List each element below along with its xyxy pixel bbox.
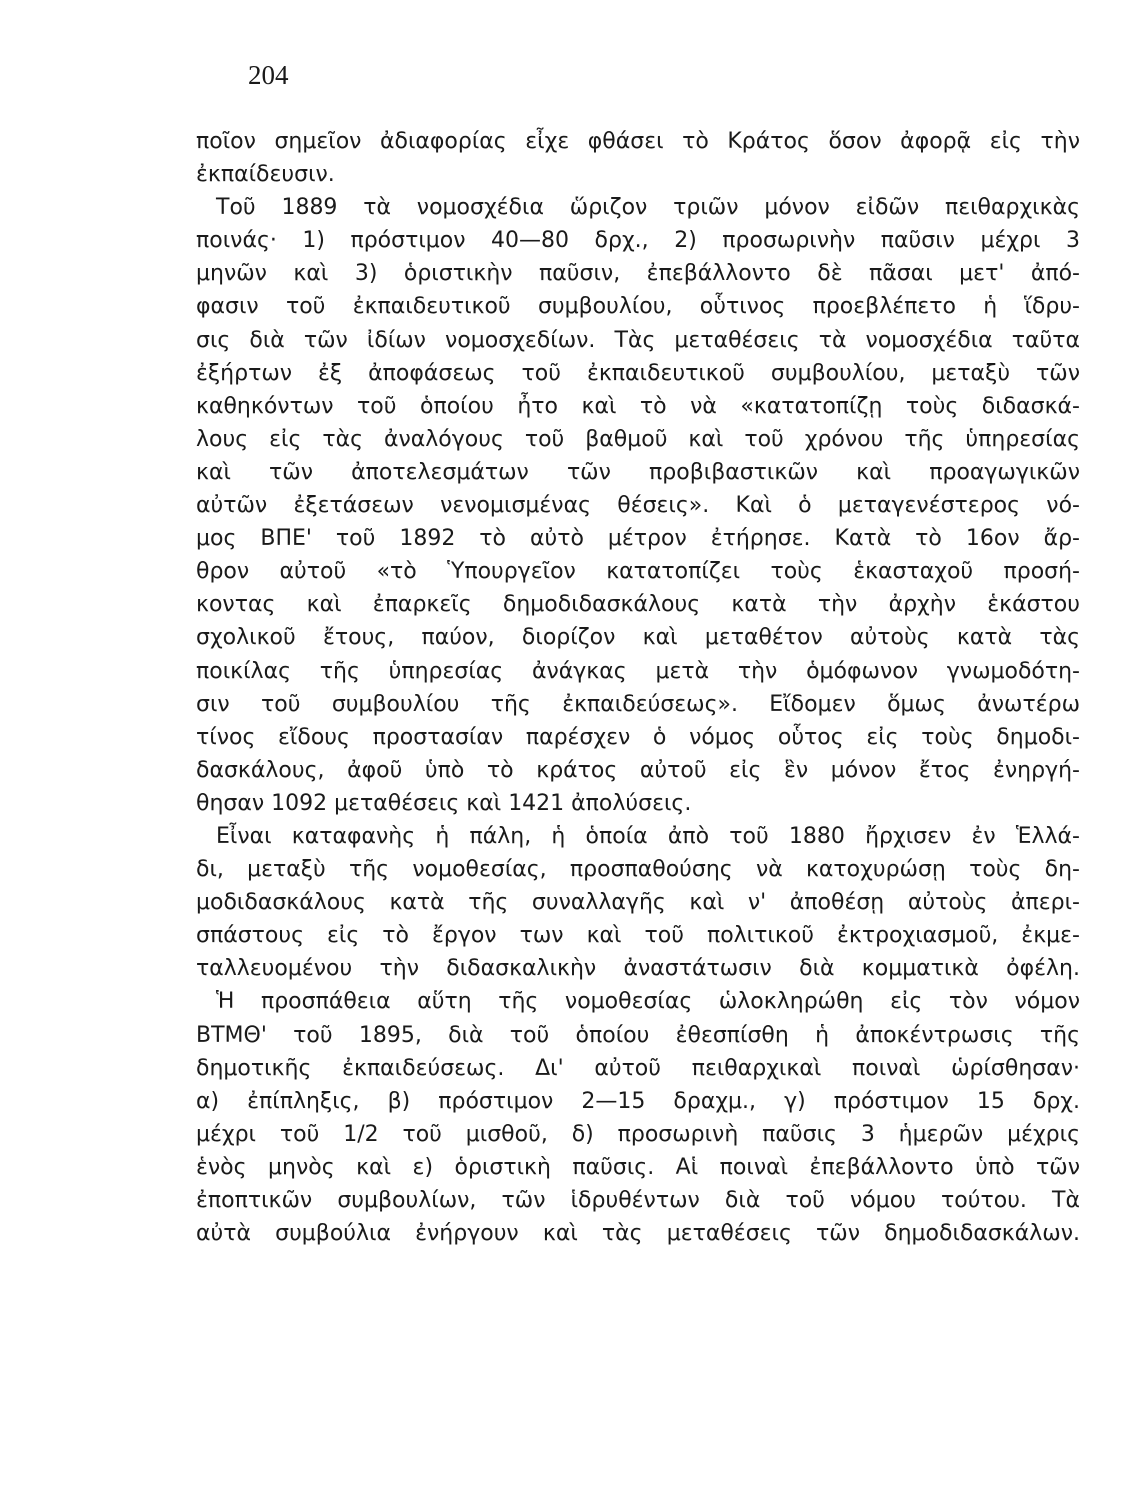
text-line: μέχρι τοῦ 1/2 τοῦ μισθοῦ, δ) προσωρινὴ παῦσις 3 ἡμερῶν μέχρις bbox=[196, 1121, 1080, 1147]
text-line: φασιν τοῦ ἐκπαιδευτικοῦ συμβουλίου, οὗτινος προεβλέπετο ἡ ἵδρυ- bbox=[196, 294, 1080, 320]
text-line: ποινάς· 1) πρόστιμον 40—80 δρχ., 2) προσωρινὴν παῦσιν μέχρι 3 bbox=[196, 228, 1080, 254]
body-text bbox=[196, 125, 1080, 1250]
text-line: σιν τοῦ συμβουλίου τῆς ἐκπαιδεύσεως». Εἴδομεν ὅμως ἀνωτέρω bbox=[196, 691, 1080, 717]
text-line: α) ἐπίπληξις, β) πρόστιμον 2—15 δραχμ., γ) πρόστιμον 15 δρχ. bbox=[196, 1088, 1080, 1114]
text-line: κοντας καὶ ἐπαρκεῖς δημοδιδασκάλους κατὰ τὴν ἀρχὴν ἑκάστου bbox=[196, 592, 1080, 618]
text-line: λους εἰς τὰς ἀναλόγους τοῦ βαθμοῦ καὶ τοῦ χρόνου τῆς ὑπηρεσίας bbox=[196, 426, 1080, 452]
text-line: θρον αὐτοῦ «τὸ Ὑπουργεῖον κατατοπίζει τοὺς ἑκασταχοῦ προσή- bbox=[196, 559, 1080, 585]
text-line: σχολικοῦ ἔτους, παύον, διορίζον καὶ μεταθέτον αὐτοὺς κατὰ τὰς bbox=[196, 625, 1080, 651]
text-line: δι, μεταξὺ τῆς νομοθεσίας, προσπαθούσης νὰ κατοχυρώσῃ τοὺς δη- bbox=[196, 857, 1080, 883]
text-line: μηνῶν καὶ 3) ὁριστικὴν παῦσιν, ἐπεβάλλοντο δὲ πᾶσαι μετ' ἀπό- bbox=[196, 261, 1080, 287]
text-line: αὐτὰ συμβούλια ἐνήργουν καὶ τὰς μεταθέσεις τῶν δημοδιδασκάλων. bbox=[196, 1221, 1080, 1247]
text-line: ἐκπαίδευσιν. bbox=[196, 162, 335, 188]
text-line: θησαν 1092 μεταθέσεις καὶ 1421 ἀπολύσεις. bbox=[196, 790, 692, 816]
text-line: μος ΒΠΕ' τοῦ 1892 τὸ αὐτὸ μέτρον ἐτήρησε. Κατὰ τὸ 16ον ἄρ- bbox=[196, 526, 1080, 552]
text-line: Τοῦ 1889 τὰ νομοσχέδια ὥριζον τριῶν μόνον εἰδῶν πειθαρχικὰς bbox=[216, 195, 1080, 221]
text-line: Εἶναι καταφανὴς ἡ πάλη, ἡ ὁποία ἀπὸ τοῦ 1880 ἤρχισεν ἐν Ἑλλά- bbox=[216, 823, 1080, 849]
text-line: Ἡ προσπάθεια αὕτη τῆς νομοθεσίας ὡλοκληρώθη εἰς τὸν νόμον bbox=[216, 989, 1080, 1015]
text-line: δασκάλους, ἀφοῦ ὑπὸ τὸ κράτος αὐτοῦ εἰς ἓν μόνον ἔτος ἐνηργή- bbox=[196, 757, 1080, 783]
text-line: καθηκόντων τοῦ ὁποίου ἦτο καὶ τὸ νὰ «κατατοπίζῃ τοὺς διδασκά- bbox=[196, 393, 1080, 419]
text-line: καὶ τῶν ἀποτελεσμάτων τῶν προβιβαστικῶν καὶ προαγωγικῶν bbox=[196, 459, 1080, 485]
text-line: ποικίλας τῆς ὑπηρεσίας ἀνάγκας μετὰ τὴν ὁμόφωνον γνωμοδότη- bbox=[196, 658, 1080, 684]
text-line: ἐξήρτων ἐξ ἀποφάσεως τοῦ ἐκπαιδευτικοῦ συμβουλίου, μεταξὺ τῶν bbox=[196, 360, 1080, 386]
text-line: ΒΤΜΘ' τοῦ 1895, διὰ τοῦ ὁποίου ἐθεσπίσθη ἡ ἀποκέντρωσις τῆς bbox=[196, 1022, 1080, 1048]
text-line: ἐποπτικῶν συμβουλίων, τῶν ἱδρυθέντων διὰ τοῦ νόμου τούτου. Τὰ bbox=[196, 1188, 1080, 1213]
text-line: ποῖον σημεῖον ἀδιαφορίας εἶχε φθάσει τὸ Κράτος ὅσον ἀφορᾷ εἰς τὴν bbox=[196, 129, 1080, 154]
text-line: σπάστους εἰς τὸ ἔργον των καὶ τοῦ πολιτικοῦ ἐκτροχιασμοῦ, ἐκμε- bbox=[196, 923, 1080, 949]
text-line: σις διὰ τῶν ἰδίων νομοσχεδίων. Τὰς μεταθέσεις τὰ νομοσχέδια ταῦτα bbox=[196, 327, 1080, 353]
text-line: δημοτικῆς ἐκπαιδεύσεως. Δι' αὐτοῦ πειθαρχικαὶ ποιναὶ ὡρίσθησαν· bbox=[196, 1055, 1080, 1081]
text-line: τίνος εἴδους προστασίαν παρέσχεν ὁ νόμος οὗτος εἰς τοὺς δημοδι- bbox=[196, 724, 1080, 750]
text-line: αὐτῶν ἐξετάσεων νενομισμένας θέσεις». Καὶ ὁ μεταγενέστερος νό- bbox=[196, 493, 1080, 519]
text-line: ἑνὸς μηνὸς καὶ ε) ὁριστικὴ παῦσις. Αἱ ποιναὶ ἐπεβάλλοντο ὑπὸ τῶν bbox=[196, 1154, 1080, 1180]
text-line: μοδιδασκάλους κατὰ τῆς συναλλαγῆς καὶ ν' ἀποθέσῃ αὐτοὺς ἀπερι- bbox=[196, 890, 1080, 916]
page-number: 204 bbox=[248, 60, 289, 90]
text-line: ταλλευομένου τὴν διδασκαλικὴν ἀναστάτωσιν διὰ κομματικὰ ὀφέλη. bbox=[196, 956, 1080, 982]
